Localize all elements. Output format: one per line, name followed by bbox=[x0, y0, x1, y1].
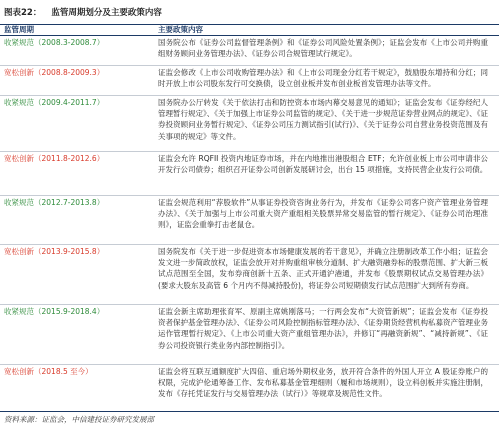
period-cell: 收紧规范（2009.4-2011.7） bbox=[4, 98, 105, 107]
period-cell: 收紧规范（2012.7-2013.8） bbox=[4, 198, 105, 207]
figure-title-text: 监管周期划分及主要政策内容 bbox=[51, 8, 162, 18]
table-row bbox=[0, 244, 499, 305]
figure-label: 图表22： bbox=[4, 8, 42, 18]
period-cell: 收紧规范（2015.9-2018.4） bbox=[4, 307, 105, 316]
policy-cell: 证监会规范利用“荐股软件”从事证券投资咨询业务行为，并发布《证券公司客户资产管理业务管理办法》、《关于加强与上市公司重大资产重组相关股票异常交易监管的暂行规定》、《证券公司治理准则》，证监会重拳打击老鼠仓。 bbox=[158, 198, 488, 230]
table-row bbox=[0, 364, 499, 412]
table-row bbox=[0, 65, 499, 96]
period-cell: 宽松创新（2013.9-2015.8） bbox=[4, 247, 105, 256]
header-policy: 主要政策内容 bbox=[158, 25, 203, 34]
policy-cell: 证监会修改《上市公司收购管理办法》和《上市公司现金分红若干规定》，鼓励股东增持和分红；同时开放上市公司股东发行可交换债，设立创业板并发布创业板首发管理办法等文件。 bbox=[158, 68, 488, 89]
policy-cell: 国务院办公厅转发《关于依法打击和防控资本市场内幕交易意见的通知》；证监会发布《证券经纪人管理暂行规定》、《关于加强上市证券公司监管的规定》、《关于进一步规范证券营业网点的规定》、《证券投资顾问业务暂行规定》、《证券公司压力测试指引(试行)》、《关于证券公司自营业务投资范围及有关事项的规定》等文件。 bbox=[158, 98, 488, 141]
policy-cell: 证监会将互联互通额度扩大四倍、重启场外期权业务，放开符合条件的外国人开立 A 股证券账户的权限，完成沪伦通筹备工作、发布私募基金管理细则（履和市场规则），设立科创板并实施注册制，发布《存托凭证发行与交易管理办法（试行）》等规章及规范性文件。 bbox=[158, 367, 488, 399]
period-cell: 宽松创新（2008.8-2009.3） bbox=[4, 68, 105, 77]
policy-cell: 证监会允许 RQFII 投资内地证券市场，并在内地推出港股组合 ETF；允许创业板上市公司申请非公开发行公司债券；组织召开证券公司创新发展研讨会，出台 15 项措施，支持民营企业发行公司债。 bbox=[158, 154, 488, 175]
table-row bbox=[0, 304, 499, 365]
period-cell: 宽松创新（2018.5 至今） bbox=[4, 367, 93, 376]
policy-cell: 国务院发布《关于进一步促进资本市场健康发展的若干意见》，并确立注册制改革工作小组；证监会发文进一步简政放权，证监会放开对并购重组审核分道制、扩大融资融券标的股票范围、扩大新三板试点范围至全国，发布券商创新十五条、正式开通沪港通，并发布《股票期权试点交易管理办法》(要求大股东及高管 6 个月内不得减持股份)，将证券公司短期债发行试点范围扩大到所有券商。 bbox=[158, 247, 488, 290]
table-row bbox=[0, 95, 499, 152]
table-row bbox=[0, 195, 499, 245]
policy-cell: 国务院公布《证券公司监督管理条例》和《证券公司风险处置条例》；证监会发布《上市公司并购重组财务顾问业务管理办法》、《证券公司合规管理试行规定》。 bbox=[158, 38, 488, 59]
header-period: 监管周期 bbox=[4, 25, 34, 34]
period-cell: 收紧规范（2008.3-2008.7） bbox=[4, 38, 105, 47]
source-note: 资料来源：证监会，中信建投证券研究发展部 bbox=[4, 415, 154, 424]
table-row bbox=[0, 151, 499, 196]
policy-cell: 证监会新主席助理张育军、原副主席姚刚落马；一行两会发布“大资管新规”；证监会发布《证券投资者保护基金管理办法》、《证券公司风险控制指标管理办法》、《证券期货经营机构私募资产管理业务运作管理暂行规定》、《上市公司重大资产重组管理办法》，并修订“再融资新规”、“减持新规”、《证券公司投资银行类业务内部控制指引》。 bbox=[158, 307, 488, 350]
figure-title bbox=[4, 6, 162, 18]
period-cell: 宽松创新（2011.8-2012.6） bbox=[4, 154, 105, 163]
table-row bbox=[0, 35, 499, 66]
